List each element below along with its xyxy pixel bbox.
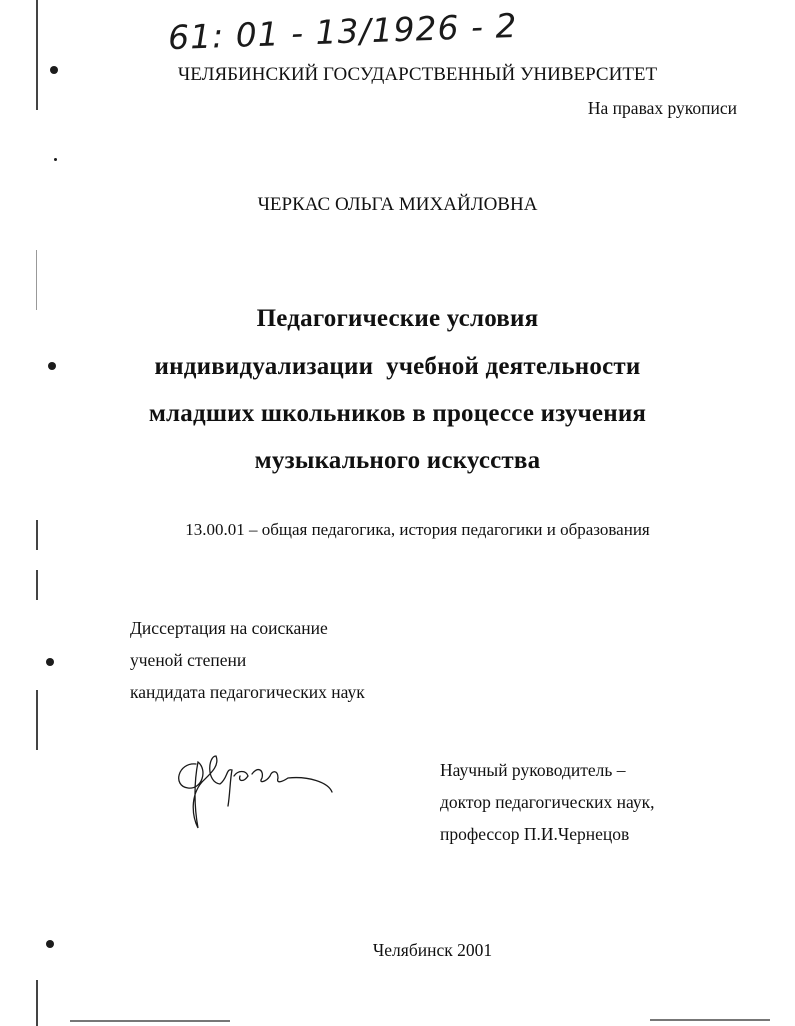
university-name: ЧЕЛЯБИНСКИЙ ГОСУДАРСТВЕННЫЙ УНИВЕРСИТЕТ bbox=[177, 64, 658, 85]
dissertation-line-1: Диссертация на соискание bbox=[130, 618, 328, 638]
title-line-4: музыкального искусства bbox=[254, 447, 541, 474]
title-line-1: Педагогические условия bbox=[256, 305, 539, 332]
binder-hole-dot bbox=[46, 658, 54, 666]
dissertation-line-3: кандидата педагогических наук bbox=[130, 682, 365, 702]
title-line-2: индивидуализации учебной деятельности bbox=[154, 353, 641, 380]
scan-edge-line bbox=[36, 980, 38, 1026]
dissertation-line-2: ученой степени bbox=[130, 650, 247, 670]
author-signature bbox=[168, 726, 338, 836]
advisor-line-2: доктор педагогических наук, bbox=[440, 792, 655, 812]
advisor-line-1: Научный руководитель – bbox=[440, 760, 626, 780]
scan-edge-line bbox=[36, 250, 37, 310]
binder-hole-dot bbox=[54, 158, 57, 161]
title-line-3: младших школьников в процессе изучения bbox=[148, 400, 647, 427]
city-year: Челябинск 2001 bbox=[372, 940, 493, 960]
author-name: ЧЕРКАС ОЛЬГА МИХАЙЛОВНА bbox=[257, 194, 538, 215]
scan-edge-line bbox=[36, 570, 38, 600]
scan-bottom-line bbox=[70, 1020, 230, 1022]
scan-bottom-line bbox=[650, 1019, 770, 1021]
scan-edge-line bbox=[36, 0, 38, 110]
manuscript-notice: На правах рукописи bbox=[587, 98, 737, 118]
catalog-number: 61: 01 - 13/1926 - 2 bbox=[167, 5, 519, 58]
specialty-code: 13.00.01 – общая педагогика, история педагогики и образования bbox=[185, 520, 650, 539]
scan-edge-line bbox=[36, 690, 38, 750]
advisor-line-3: профессор П.И.Чернецов bbox=[440, 824, 630, 844]
